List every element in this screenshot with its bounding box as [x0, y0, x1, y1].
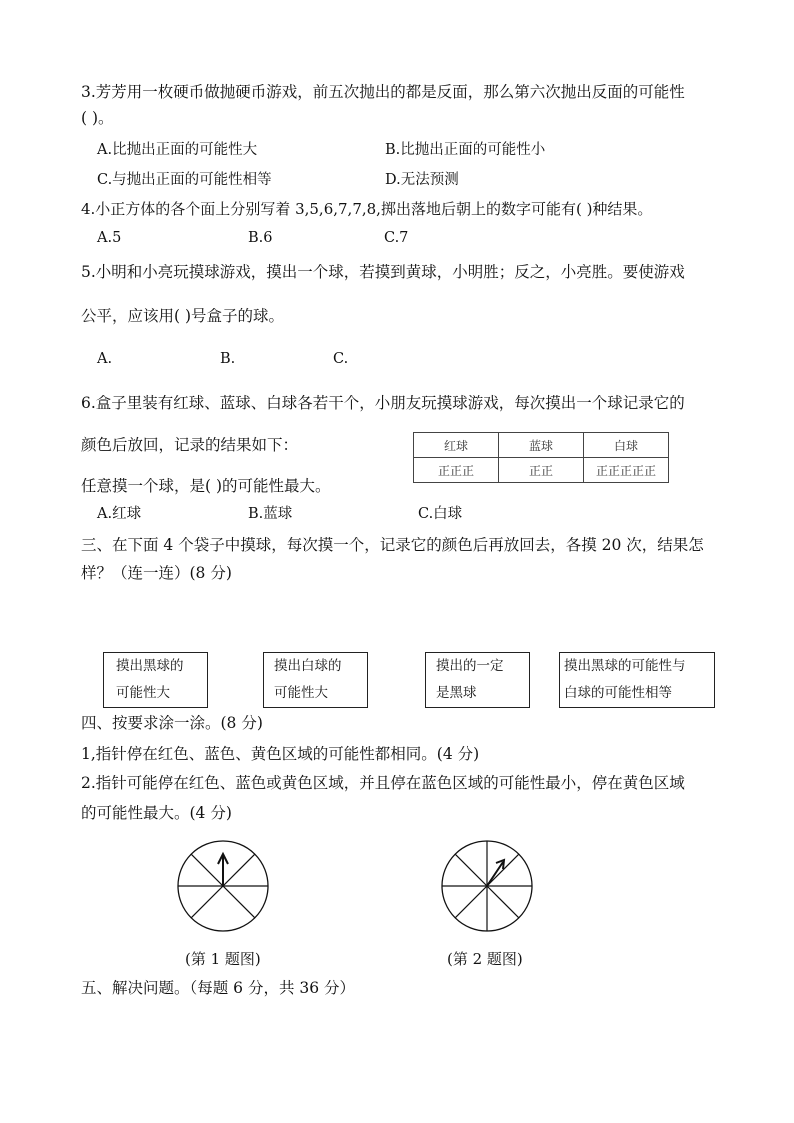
spinner-2[interactable]	[439, 838, 535, 934]
tally-header-red: 红球	[414, 433, 499, 458]
q4-stem: 4.小正方体的各个面上分别写着 3,5,6,7,7,8,掷出落地后朝上的数字可能有( )种结果。	[81, 200, 653, 218]
tally-header-row	[414, 433, 669, 458]
match-box-text: 是黑球	[436, 685, 477, 701]
match-box-text: 可能性大	[274, 685, 328, 701]
tally-header-white: 白球	[584, 433, 669, 458]
q5-option-a: A.	[97, 351, 113, 367]
match-box-text: 摸出的一定	[436, 658, 504, 674]
section3-title-line1: 三、在下面 4 个袋子中摸球，每次摸一个，记录它的颜色后再放回去，各摸 20 次，结果怎	[81, 536, 704, 554]
match-box-equal[interactable]	[559, 652, 715, 708]
q6-stem-line3: 任意摸一个球，是( )的可能性最大。	[81, 477, 331, 495]
q6-option-b: B.蓝球	[248, 506, 293, 522]
q6-stem-line1: 6.盒子里装有红球、蓝球、白球各若干个，小朋友玩摸球游戏，每次摸出一个球记录它的	[81, 394, 685, 412]
section3-title-line2: 样？（连一连）(8 分)	[81, 564, 232, 582]
q6-option-c: C.白球	[418, 506, 463, 522]
tally-white: 正正正正正	[584, 458, 669, 483]
match-box-text: 可能性大	[116, 685, 170, 701]
section4-item1: 1,指针停在红色、蓝色、黄色区域的可能性都相同。(4 分)	[81, 745, 480, 763]
q4-option-a: A.5	[97, 230, 122, 246]
q6-option-a: A.红球	[97, 506, 142, 522]
q3-option-d: D.无法预测	[385, 172, 459, 188]
q5-option-b: B.	[220, 351, 236, 367]
q3-option-a: A.比抛出正面的可能性大	[97, 142, 258, 158]
match-box-white-likely[interactable]	[263, 652, 368, 708]
spinner-1-caption: (第 1 题图)	[185, 950, 261, 968]
q5-stem-line1: 5.小明和小亮玩摸球游戏，摸出一个球，若摸到黄球，小明胜；反之，小亮胜。要使游戏	[81, 263, 685, 281]
q3-option-b: B.比抛出正面的可能性小	[385, 142, 546, 158]
tally-red: 正正正	[414, 458, 499, 483]
match-box-always-black[interactable]	[425, 652, 530, 708]
q4-option-c: C.7	[384, 230, 409, 246]
section5-title: 五、解决问题。（每题 6 分，共 36 分）	[81, 979, 356, 997]
match-box-black-likely[interactable]	[103, 652, 208, 708]
q6-stem-line2: 颜色后放回，记录的结果如下：	[81, 436, 299, 454]
q3-stem-line2: ( )。	[81, 109, 114, 127]
q3-stem-line1: 3.芳芳用一枚硬币做抛硬币游戏，前五次抛出的都是反面，那么第六次抛出反面的可能性	[81, 83, 685, 101]
spinner-2-caption: (第 2 题图)	[447, 950, 523, 968]
q5-stem-line2: 公平，应该用( )号盒子的球。	[81, 307, 285, 325]
q4-option-b: B.6	[248, 230, 273, 246]
q3-option-c: C.与抛出正面的可能性相等	[97, 172, 272, 188]
spinner-1[interactable]	[175, 838, 271, 934]
spinner-2-pointer	[487, 862, 503, 886]
match-box-text: 摸出白球的	[274, 658, 342, 674]
q5-option-c: C.	[333, 351, 349, 367]
match-box-text: 摸出黑球的	[116, 658, 184, 674]
section4-title: 四、按要求涂一涂。(8 分)	[81, 714, 263, 732]
section4-item2-line1: 2.指针可能停在红色、蓝色或黄色区域，并且停在蓝色区域的可能性最小，停在黄色区域	[81, 774, 685, 792]
match-box-text: 摸出黑球的可能性与	[564, 658, 686, 674]
tally-table	[413, 432, 669, 483]
tally-value-row	[414, 458, 669, 483]
section4-item2-line2: 的可能性最大。(4 分)	[81, 804, 232, 822]
tally-blue: 正正	[499, 458, 584, 483]
match-box-text: 白球的可能性相等	[564, 685, 672, 701]
tally-header-blue: 蓝球	[499, 433, 584, 458]
